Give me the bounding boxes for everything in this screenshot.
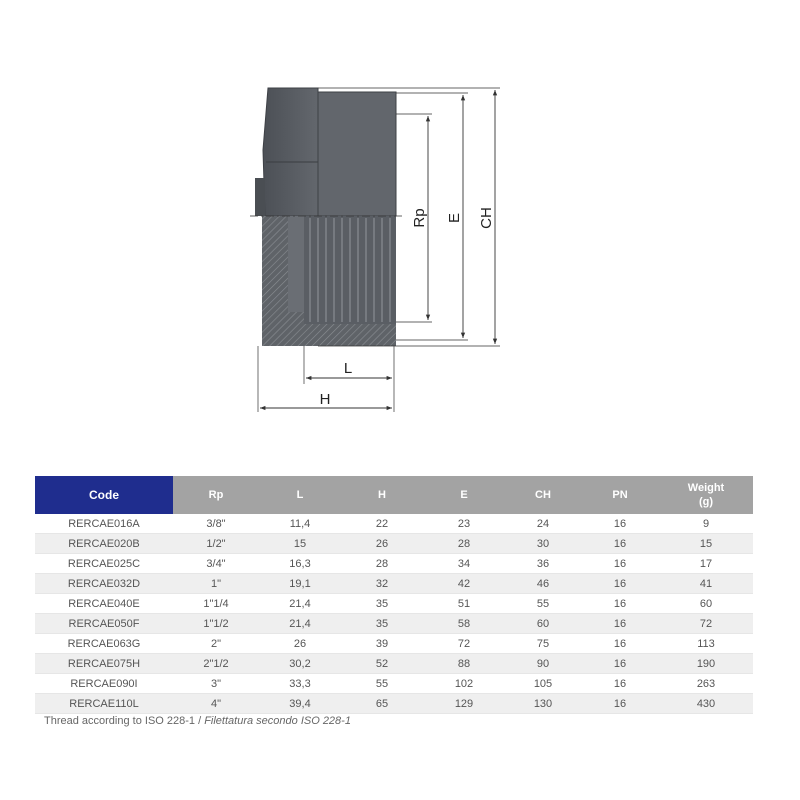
table-cell: 3": [173, 674, 259, 694]
column-header-weight: [659, 476, 753, 514]
table-cell: 113: [659, 634, 753, 654]
column-header-rp: Rp: [173, 476, 259, 514]
table-cell: 16: [581, 534, 659, 554]
h-label: H: [319, 391, 331, 408]
cap-section-view: [262, 216, 396, 346]
table-cell: 65: [341, 694, 423, 714]
table-cell: RERCAE032D: [35, 574, 173, 594]
table-header-row: [35, 476, 753, 514]
table-cell: 21,4: [259, 594, 341, 614]
table-cell: 32: [341, 574, 423, 594]
table-cell: 42: [423, 574, 505, 594]
table-cell: 35: [341, 594, 423, 614]
table-body: [35, 514, 753, 714]
table-cell: 263: [659, 674, 753, 694]
table-cell: 39,4: [259, 694, 341, 714]
table-cell: 55: [505, 594, 581, 614]
table-cell: 16: [581, 574, 659, 594]
table-row: [35, 534, 753, 554]
table-row: [35, 674, 753, 694]
thread-note-italic: Filettatura secondo ISO 228-1: [204, 715, 351, 727]
ch-label: CH: [478, 207, 495, 229]
table-cell: 105: [505, 674, 581, 694]
table-cell: 60: [659, 594, 753, 614]
table-cell: 24: [505, 514, 581, 534]
table-cell: 4": [173, 694, 259, 714]
table-cell: 30,2: [259, 654, 341, 674]
table-cell: 11,4: [259, 514, 341, 534]
table-cell: 46: [505, 574, 581, 594]
table-cell: RERCAE110L: [35, 694, 173, 714]
table-cell: 15: [259, 534, 341, 554]
table-cell: 16: [581, 554, 659, 574]
l-label: L: [343, 360, 353, 377]
table-cell: 30: [505, 534, 581, 554]
table-cell: 60: [505, 614, 581, 634]
table-cell: 130: [505, 694, 581, 714]
thread-note: [44, 715, 351, 727]
table-cell: 102: [423, 674, 505, 694]
table-cell: 34: [423, 554, 505, 574]
table-cell: 22: [341, 514, 423, 534]
weight-header-label: Weight: [687, 482, 725, 494]
column-header-code: Code: [35, 476, 173, 514]
table-cell: 90: [505, 654, 581, 674]
spec-table: [35, 476, 753, 714]
table-row: [35, 614, 753, 634]
cap-exterior-view: [255, 88, 396, 216]
table-row: [35, 634, 753, 654]
table-cell: 51: [423, 594, 505, 614]
table-cell: RERCAE063G: [35, 634, 173, 654]
table-cell: 16,3: [259, 554, 341, 574]
column-header-e: E: [423, 476, 505, 514]
table-row: [35, 514, 753, 534]
table-cell: RERCAE025C: [35, 554, 173, 574]
table-cell: 1": [173, 574, 259, 594]
table-cell: 36: [505, 554, 581, 574]
table-cell: 190: [659, 654, 753, 674]
table-cell: RERCAE040E: [35, 594, 173, 614]
table-cell: 16: [581, 674, 659, 694]
e-label: E: [446, 212, 463, 224]
table-cell: 16: [581, 514, 659, 534]
table-cell: 58: [423, 614, 505, 634]
table-row: [35, 554, 753, 574]
table-row: [35, 574, 753, 594]
table-cell: 28: [423, 534, 505, 554]
table-cell: 16: [581, 654, 659, 674]
table-cell: 16: [581, 614, 659, 634]
table-cell: 26: [341, 534, 423, 554]
table-row: [35, 654, 753, 674]
table-cell: 88: [423, 654, 505, 674]
table-cell: 19,1: [259, 574, 341, 594]
table-cell: 16: [581, 694, 659, 714]
table-cell: RERCAE016A: [35, 514, 173, 534]
table-cell: RERCAE075H: [35, 654, 173, 674]
thread-note-text: Thread according to ISO 228-1 /: [44, 715, 205, 727]
table-cell: 9: [659, 514, 753, 534]
table-cell: 26: [259, 634, 341, 654]
table-cell: 21,4: [259, 614, 341, 634]
table-cell: 72: [659, 614, 753, 634]
table-cell: 1"1/4: [173, 594, 259, 614]
table-cell: 430: [659, 694, 753, 714]
table-cell: 1/2": [173, 534, 259, 554]
table-cell: 28: [341, 554, 423, 574]
table-cell: 75: [505, 634, 581, 654]
table-row: [35, 594, 753, 614]
column-header-ch: CH: [505, 476, 581, 514]
table-cell: 3/8": [173, 514, 259, 534]
rp-label: Rp: [411, 208, 428, 228]
column-header-l: L: [259, 476, 341, 514]
table-cell: 33,3: [259, 674, 341, 694]
column-header-h: H: [341, 476, 423, 514]
table-cell: 16: [581, 594, 659, 614]
table-cell: 41: [659, 574, 753, 594]
table-cell: 15: [659, 534, 753, 554]
column-header-pn: PN: [581, 476, 659, 514]
table-cell: 55: [341, 674, 423, 694]
table-cell: 1"1/2: [173, 614, 259, 634]
table-cell: 35: [341, 614, 423, 634]
table-cell: 72: [423, 634, 505, 654]
table-cell: 2": [173, 634, 259, 654]
table-cell: 23: [423, 514, 505, 534]
table-cell: 39: [341, 634, 423, 654]
table-cell: RERCAE090I: [35, 674, 173, 694]
table-cell: 3/4": [173, 554, 259, 574]
weight-header-unit: (g): [698, 496, 714, 508]
table-cell: RERCAE020B: [35, 534, 173, 554]
table-cell: 2"1/2: [173, 654, 259, 674]
table-cell: 52: [341, 654, 423, 674]
table-cell: 129: [423, 694, 505, 714]
table-cell: RERCAE050F: [35, 614, 173, 634]
table-cell: 17: [659, 554, 753, 574]
table-cell: 16: [581, 634, 659, 654]
table-row: [35, 694, 753, 714]
